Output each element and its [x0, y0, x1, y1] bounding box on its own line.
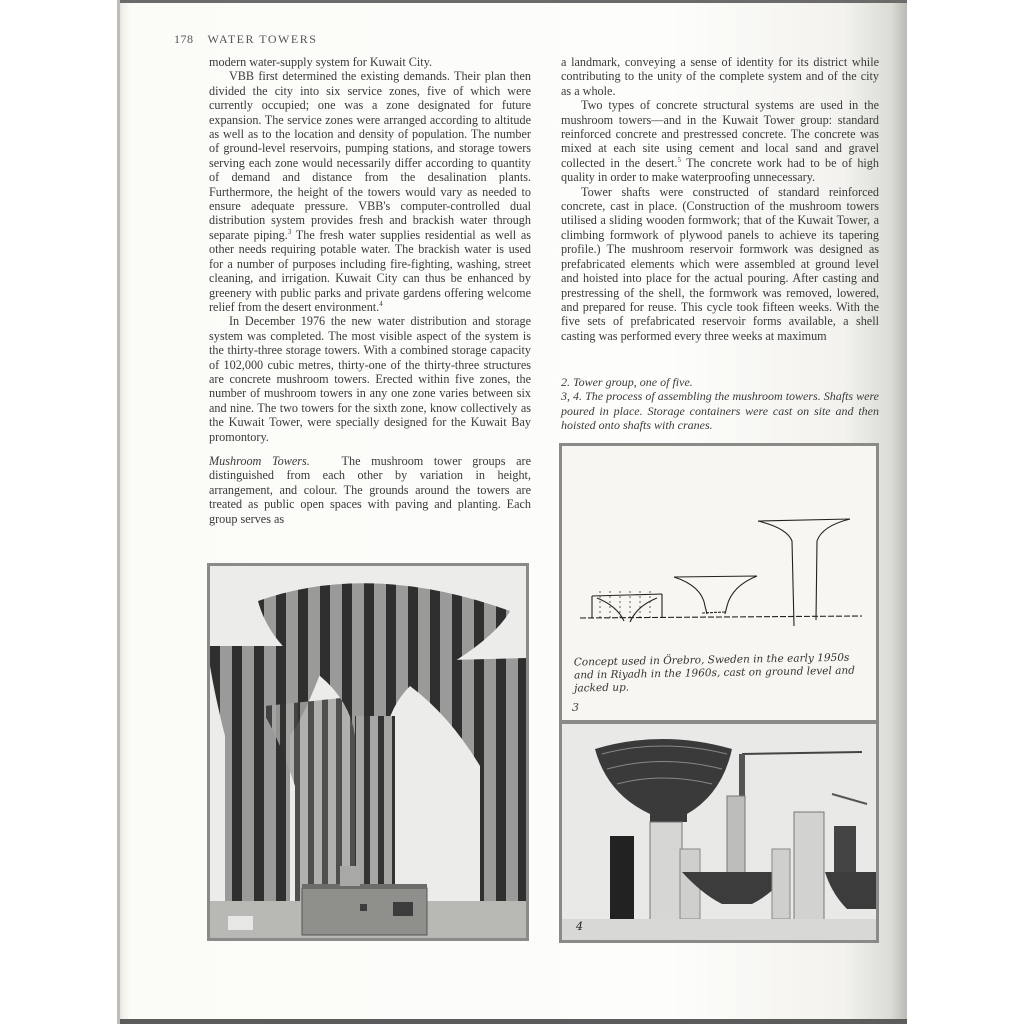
- paragraph-text: The fresh water supplies residential as well as other needs requiring potable water. The brackish water is used for a number of purposes including fire-fighting, washing, street cleaning, and irrigation. Kuwait City can thus be enhanced by greenery with public parks and private gardens offering welcome relief from the desert environment.: [209, 227, 531, 314]
- paragraph: In December 1976 the new water distribution and storage system was completed. The most visible aspect of the system is the thirty-three storage towers. With a combined storage capacity of 102,000 cubic metres, thirty-one of the thirty-three structures are concrete mushroom towers. Erected within five zones, the number of mushroom towers in any one zone varies between six and nine. The two towers for the sixth zone, know collectively as the Kuwait Tower, were specially designed for the Kuwait Bay promontory.: [209, 314, 531, 444]
- caption-fig3-4: 3, 4. The process of assembling the mushroom towers. Shafts were poured in place. Storage containers were cast on site and then hoisted onto shafts with cranes.: [561, 389, 879, 433]
- paragraph: modern water-supply system for Kuwait City.: [209, 55, 433, 69]
- running-head: [174, 32, 317, 47]
- section-heading: Mushroom Towers.: [209, 453, 310, 468]
- paragraph: [209, 69, 531, 314]
- figure-4-photo: [559, 721, 879, 943]
- construction-photo: [562, 724, 876, 940]
- footnote-ref: 5: [677, 155, 681, 164]
- tower-construction-sketch: [562, 446, 876, 646]
- mushroom-towers-photo: [210, 566, 526, 938]
- paragraph-text: VBB first determined the existing demands. Their plan then divided the city into six service zones, five of which were currently occupied; one was a zone designated for future expansion. The service zones were arranged according to altitude as well as to the location and density of population. The number of ground-level reservoirs, pumping stations, and storage towers serving each zone would necessarily differ according to quantity of demand and distance from the desalination plants. Furthermore, the height of the towers would vary as needed to ensure adequate pressure. VBB's computer-controlled dual distribution system provides fresh and brackish water through separate piping.: [209, 69, 531, 242]
- figure-label-4: 4: [576, 920, 583, 933]
- paragraph-text: The concrete work had to be of high quality in order to make waterproofing unnecessary.: [561, 155, 879, 185]
- figure-captions: [561, 375, 879, 433]
- paragraph: Tower shafts were constructed of standard reinforced concrete, cast in place. (Construction of the mushroom towers utilised a sliding wooden formwork; that of the Kuwait Tower, a climbing formwork of plywood panels to achieve its tapering profile.) The mushroom reservoir formwork was designed as prefabricated elements which were assembled at ground level and hoisted into place for the actual pouring. After casting and prestressing of the shell, the formwork was removed, lowered, and prepared for reuse. This cycle took fifteen weeks. With the five sets of prefabricated reservoir forms available, a shell casting was performed every three weeks at maximum: [561, 184, 879, 343]
- left-column: [209, 55, 531, 526]
- figure-label-3: 3: [572, 701, 579, 714]
- page-gutter-edge: [117, 0, 120, 1024]
- caption-fig2: 2. Tower group, one of five.: [561, 375, 693, 389]
- figure-3-sketch: [559, 443, 879, 723]
- chapter-title: WATER TOWERS: [207, 32, 318, 46]
- page-number: 178: [174, 32, 194, 46]
- paragraph: [561, 98, 879, 184]
- right-column: [561, 55, 879, 343]
- paragraph: a landmark, conveying a sense of identity for its district while contributing to the unity of the complete system and of the city as a whole.: [561, 55, 879, 98]
- handwritten-note: Concept used in Örebro, Sweden in the early 1950s and in Riyadh in the 1960s, cast on ground level and jacked up.: [573, 651, 855, 695]
- paragraph: [209, 454, 531, 526]
- figure-2-photo: [207, 563, 529, 941]
- footnote-ref: 3: [287, 227, 292, 236]
- paragraph-text: Two types of concrete structural systems are used in the mushroom towers—and in the Kuwait Tower group: standard reinforced concrete and prestressed concrete. The concrete was mixed at each site using cement and local sand and gravel collected in the desert.: [561, 98, 879, 170]
- paragraph-text: The mushroom tower groups are distinguished from each other by variation in height, arrangement, and colour. The grounds around the towers are treated as public open spaces with paving and planting. Each group serves as: [209, 453, 532, 526]
- footnote-ref: 4: [379, 299, 383, 308]
